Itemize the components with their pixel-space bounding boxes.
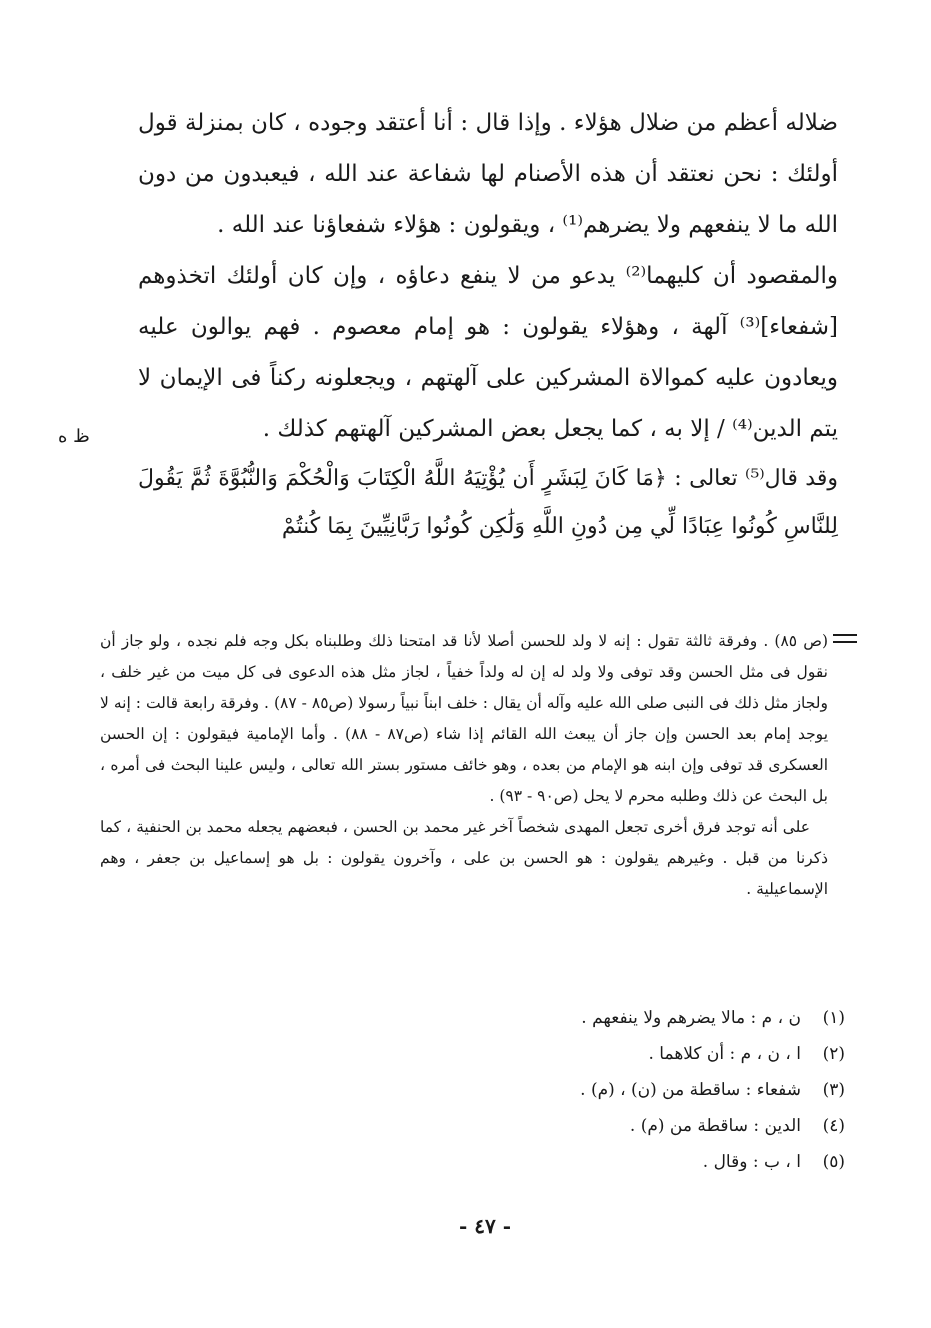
footnote-number: (٤)	[822, 1116, 845, 1136]
commentary-paragraph-1: (ص ٨٥) . وفرقة ثالثة تقول : إنه لا ولد للحسن أصلا لأنا قد امتحنا ذلك وطلبناه بكل وجه فلم نجده ، ولو جاز أن نقول فى مثل الحسن وقد توفى ولا ولد له إن له ولداً خفياً ، لجاز مثل هذه الدعوى فى كل ميت من غير خلف ، ولجاز مثل ذلك فى النبى صلى الله عليه وآله أن يقال : خلف ابناً نبياً رسولا (ص٨٥ - ٨٧) . وفرقة رابعة قالت : إنه لا يوجد إمام بعد الحسن وإن جاز أن يبعث الله القائم إذا شاء (ص٨٧ - ٨٨) . وأما الإمامية فيقولون : إن الحسن العسكرى قد توفى وإن ابنه هو الإمام من بعده ، وهو خائف مستور بستر الله تعالى ، وليس علينا البحث فى أمره ، بل البحث عن ذلك وطلبه محرم لا يحل (ص٩٠ - ٩٣) .	[100, 632, 829, 805]
footnotes	[300, 1000, 845, 1180]
footnote	[300, 1036, 845, 1072]
footnote-text: ا ، ن ، م : أن كلاهما .	[648, 1044, 801, 1064]
footnote	[300, 1144, 845, 1180]
footnote-text: ن ، م : مالا يضرهم ولا ينفعهم .	[581, 1008, 801, 1028]
page-number: - ٤٧ -	[458, 1214, 511, 1238]
footnote-text: ا ، ب : وقال .	[702, 1152, 801, 1172]
continuation-mark	[833, 634, 857, 644]
footnote	[300, 1108, 845, 1144]
main-paragraph-3: وقد قال⁽⁵⁾ تعالى : ﴿مَا كَانَ لِبَشَرٍ أَن يُؤْتِيَهُ اللَّهُ الْكِتَابَ وَالْحُكْمَ وَالنُّبُوَّةَ ثُمَّ يَقُولَ لِلنَّاسِ كُونُوا عِبَادًا لِّي مِن دُونِ اللَّهِ وَلَٰكِن كُونُوا رَبَّانِيِّينَ بِمَا كُنتُمْ	[138, 466, 838, 539]
footnote	[300, 1000, 845, 1036]
footnote	[300, 1072, 845, 1108]
footnote-number: (١)	[822, 1008, 845, 1028]
commentary-paragraph-2: على أنه توجد فرق أخرى تجعل المهدى شخصاً آخر غير محمد بن الحسن ، فبعضهم يجعله محمد بن الحنفية ، كما ذكرنا من قبل . وغيرهم يقولون : هو الحسن بن على ، وآخرون يقولون : بل هو إسماعيل بن جعفر ، وهم الإسماعيلية .	[100, 818, 828, 898]
commentary-notes	[100, 626, 828, 905]
footnote-text: شفعاء : ساقطة من (ن) ، (م) .	[580, 1080, 801, 1100]
margin-note: ظ ه	[58, 426, 90, 447]
footnote-number: (٥)	[822, 1152, 845, 1172]
footnote-text: الدين : ساقطة من (م) .	[629, 1116, 801, 1136]
footnote-number: (٣)	[822, 1080, 845, 1100]
main-text	[138, 98, 838, 551]
footnote-number: (٢)	[822, 1044, 845, 1064]
main-paragraph-2: والمقصود أن كليهما⁽²⁾ يدعو من لا ينفع دعاؤه ، وإن كان أولئك اتخذوهم [شفعاء]⁽³⁾ آلهة ، وهؤلاء يقولون : هو إمام معصوم . فهم يوالون عليه ويعادون عليه كموالاة المشركين على آلهتهم ، ويجعلونه ركناً فى الإيمان لا يتم الدين⁽⁴⁾ / إلا به ، كما يجعل بعض المشركين آلهتهم كذلك .	[138, 263, 839, 442]
main-paragraph-1: ضلاله أعظم من ضلال هؤلاء . وإذا قال : أنا أعتقد وجوده ، كان بمنزلة قول أولئك : نحن نعتقد أن هذه الأصنام لها شفاعة عند الله ، فيعبدون من دون الله ما لا ينفعهم ولا يضرهم⁽¹⁾ ، ويقولون : هؤلاء شفعاؤنا عند الله .	[138, 110, 838, 238]
